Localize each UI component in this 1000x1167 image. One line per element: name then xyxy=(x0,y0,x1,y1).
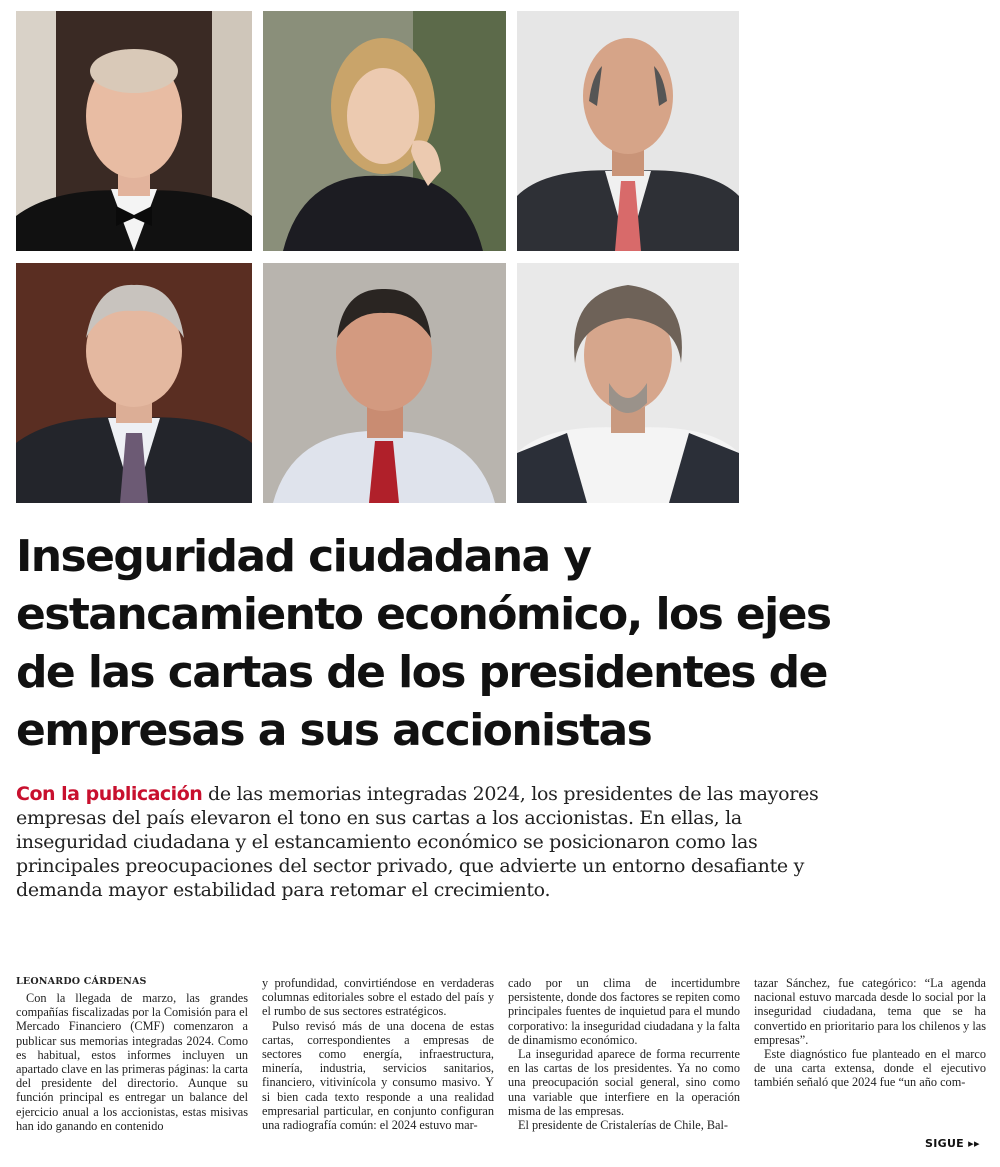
headline-line-4: empresas a sus accionistas xyxy=(16,705,652,756)
byline: LEONARDO CÁRDENAS xyxy=(16,976,147,987)
headline xyxy=(16,528,916,760)
headline-line-3: de las cartas de los presidentes de xyxy=(16,647,827,698)
headline-line-1: Inseguridad ciudadana y xyxy=(16,531,591,582)
lead-paragraph xyxy=(16,782,846,902)
article-column-4 xyxy=(754,976,986,1156)
article-column-1 xyxy=(16,991,248,1156)
article-column-3 xyxy=(508,976,740,1156)
lead-text: de las memorias integradas 2024, los presidentes de las mayores empresas del país elevaron el tono en sus cartas a los accionistas. En ellas, la inseguridad ciudadana y el estancamiento económico se posicionaron como las principales preocupaciones del sector privado, que advierte un entorno desafiante y demanda mayor estabilidad para retomar el crecimiento. xyxy=(16,783,819,901)
portrait-man-curly-hair xyxy=(517,263,739,503)
portrait-man-grey-hair xyxy=(16,263,252,503)
paragraph: El presidente de Cristalerías de Chile, Bal- xyxy=(518,1118,729,1133)
paragraph: La inseguridad aparece de forma recurrente en las cartas de los presidentes. Ya no como una preocupación social general, sino como una variable que interfiere en la operación misma de las empresas. xyxy=(508,1047,740,1118)
portrait-man-bowtie xyxy=(16,11,252,251)
continue-label: SIGUE ▸▸ xyxy=(925,1137,980,1150)
portrait-man-bald xyxy=(517,11,739,251)
lead-kicker: Con la publicación xyxy=(16,783,203,805)
paragraph: Este diagnóstico fue planteado en el marco de una carta extensa, donde el ejecutivo también señaló que 2024 fue “un año com- xyxy=(754,1047,986,1090)
paragraph: Con la llegada de marzo, las grandes compañías fiscalizadas por la Comisión para el Mercado Financiero (CMF) comenzaron a publicar sus memorias integradas 2024. Como es habitual, estos informes incluyen un apartado clave en las primeras páginas: la carta del presidente del directorio. Aunque su función principal es entregar un balance del ejercicio anual a los accionistas, estas misivas han ido ganando en contenido xyxy=(16,991,248,1133)
portrait-man-red-tie xyxy=(263,263,506,503)
paragraph: Pulso revisó más de una docena de estas cartas, correspondientes a empresas de sectores como energía, infraestructura, minería, industria, servicios sanitarios, financiero, vitivinícola y consumo masivo. Y si bien cada texto responde a una realidad empresarial particular, en conjunto configuran una radiografía común: el 2024 estuvo mar- xyxy=(262,1018,494,1133)
paragraph: y profundidad, convirtiéndose en verdaderas columnas editoriales sobre el estado del país y el rumbo de sus sectores estratégicos. xyxy=(262,976,494,1019)
portrait-woman-blonde xyxy=(263,11,506,251)
paragraph: cado por un clima de incertidumbre persistente, donde dos factores se repiten como principales fuentes de inquietud para el mundo corporativo: la inseguridad ciudadana y la falta de dinamismo económico. xyxy=(508,976,740,1047)
article-column-2 xyxy=(262,976,494,1156)
headline-line-2: estancamiento económico, los ejes xyxy=(16,589,831,640)
paragraph: tazar Sánchez, fue categórico: “La agenda nacional estuvo marcada desde lo social por la inseguridad ciudadana, tema que se ha convertido en prioritario para los chilenos y las empresas”. xyxy=(754,976,986,1047)
